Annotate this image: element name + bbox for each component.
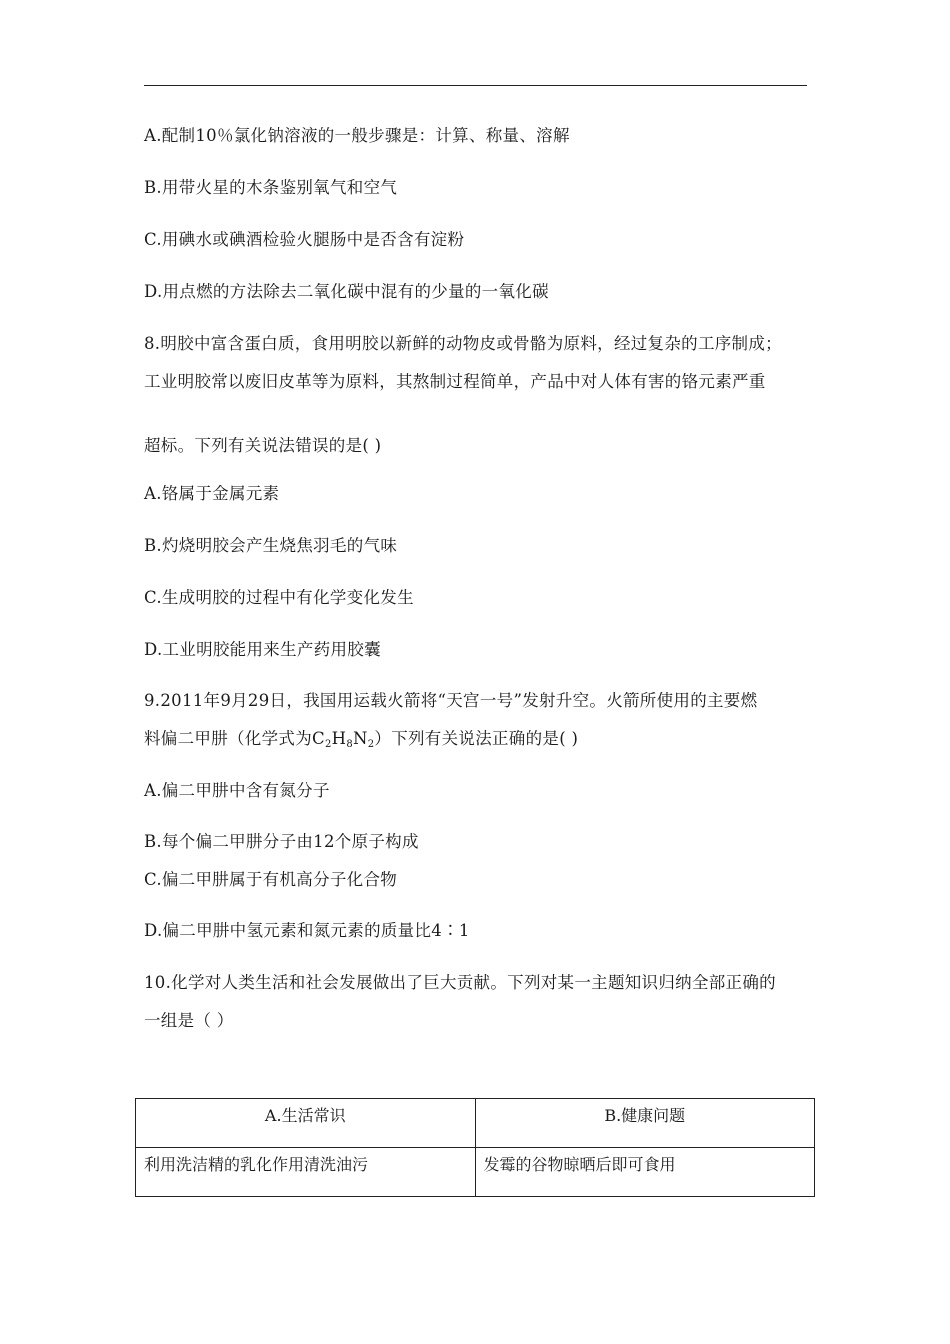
q7-option-c: C.用碘水或碘酒检验火腿肠中是否含有淀粉 [144,230,465,249]
q10-table [135,1098,815,1197]
q7-option-b: B.用带火星的木条鉴别氧气和空气 [144,178,398,197]
q8-option-d: D.工业明胶能用来生产药用胶囊 [144,640,381,659]
q9-option-a: A.偏二甲肼中含有氮分子 [144,781,330,800]
q8-option-b: B.灼烧明胶会产生烧焦羽毛的气味 [144,536,398,555]
q7-option-d: D.用点燃的方法除去二氧化碳中混有的少量的一氧化碳 [144,282,549,301]
table-cell-b1: 发霉的谷物晾晒后即可食用 [475,1148,815,1197]
q7-option-a: A.配制10％氯化钠溶液的一般步骤是：计算、称量、溶解 [144,126,570,145]
q9-option-c: C.偏二甲肼属于有机高分子化合物 [144,870,398,889]
table-header-b: B.健康问题 [475,1099,815,1148]
q8-option-a: A.铬属于金属元素 [144,484,280,503]
q10-stem-line1: 10.化学对人类生活和社会发展做出了巨大贡献。下列对某一主题知识归纳全部正确的 [144,973,776,992]
q9-option-b: B.每个偏二甲肼分子由12个原子构成 [144,832,419,851]
q9-stem-line1: 9.2011年9月29日，我国用运载火箭将“天宫一号”发射升空。火箭所使用的主要燃 [144,691,758,710]
q9-stem-line2: 料偏二甲肼（化学式为$C_2H_8N_2$）下列有关说法正确的是( ) [144,729,579,750]
header-rule [144,85,807,86]
table-header-row [136,1099,815,1148]
q8-stem-line2: 工业明胶常以废旧皮革等为原料，其熬制过程简单，产品中对人体有害的铬元素严重 [144,372,766,391]
q8-stem-line1: 8.明胶中富含蛋白质，食用明胶以新鲜的动物皮或骨骼为原料，经过复杂的工序制成； [144,334,782,353]
q9-option-d: D.偏二甲肼中氢元素和氮元素的质量比4∶1 [144,921,470,940]
q8-option-c: C.生成明胶的过程中有化学变化发生 [144,588,414,607]
table-row [136,1148,815,1197]
table-header-a: A.生活常识 [136,1099,476,1148]
table-cell-a1: 利用洗洁精的乳化作用清洗油污 [136,1148,476,1197]
q10-stem-line2: 一组是（ ） [144,1011,234,1030]
q8-stem-line3: 超标。下列有关说法错误的是( ) [144,436,382,455]
